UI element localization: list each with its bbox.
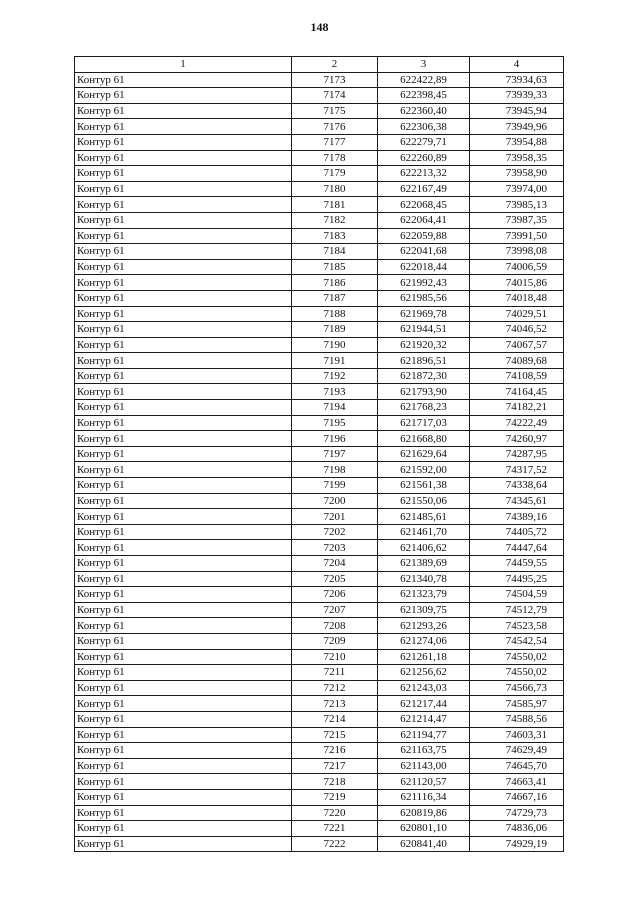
- point-number-cell: 7183: [292, 228, 378, 244]
- y-coordinate-cell: 74018,48: [470, 290, 564, 306]
- contour-name-cell: Контур 61: [75, 337, 292, 353]
- table-row: [75, 415, 564, 431]
- table-row: [75, 197, 564, 213]
- point-number-cell: 7203: [292, 540, 378, 556]
- contour-name-cell: Контур 61: [75, 493, 292, 509]
- contour-name-cell: Контур 61: [75, 805, 292, 821]
- x-coordinate-cell: 621274,06: [378, 633, 470, 649]
- y-coordinate-cell: 73985,13: [470, 197, 564, 213]
- table-row: [75, 290, 564, 306]
- y-coordinate-cell: 74345,61: [470, 493, 564, 509]
- x-coordinate-cell: 622167,49: [378, 181, 470, 197]
- contour-name-cell: Контур 61: [75, 415, 292, 431]
- table-row: [75, 166, 564, 182]
- table-row: [75, 119, 564, 135]
- x-coordinate-cell: 622059,88: [378, 228, 470, 244]
- x-coordinate-cell: 621768,23: [378, 400, 470, 416]
- point-number-cell: 7216: [292, 743, 378, 759]
- table-row: [75, 150, 564, 166]
- contour-name-cell: Контур 61: [75, 306, 292, 322]
- x-coordinate-cell: 620801,10: [378, 821, 470, 837]
- point-number-cell: 7205: [292, 571, 378, 587]
- point-number-cell: 7193: [292, 384, 378, 400]
- contour-name-cell: Контур 61: [75, 758, 292, 774]
- y-coordinate-cell: 74603,31: [470, 727, 564, 743]
- table-row: [75, 774, 564, 790]
- x-coordinate-cell: 622360,40: [378, 103, 470, 119]
- table-row: [75, 711, 564, 727]
- page-number: 148: [310, 20, 329, 34]
- x-coordinate-cell: 622398,45: [378, 88, 470, 104]
- x-coordinate-cell: 621340,78: [378, 571, 470, 587]
- x-coordinate-cell: 621243,03: [378, 680, 470, 696]
- y-coordinate-cell: 74542,54: [470, 633, 564, 649]
- point-number-cell: 7207: [292, 602, 378, 618]
- x-coordinate-cell: 621550,06: [378, 493, 470, 509]
- point-number-cell: 7197: [292, 446, 378, 462]
- y-coordinate-cell: 74067,57: [470, 337, 564, 353]
- contour-name-cell: Контур 61: [75, 72, 292, 88]
- table-row: [75, 680, 564, 696]
- contour-name-cell: Контур 61: [75, 836, 292, 852]
- y-coordinate-cell: 74495,25: [470, 571, 564, 587]
- table-row: [75, 431, 564, 447]
- coordinates-table: [74, 56, 564, 852]
- table-row: [75, 805, 564, 821]
- contour-name-cell: Контур 61: [75, 275, 292, 291]
- point-number-cell: 7219: [292, 789, 378, 805]
- contour-name-cell: Контур 61: [75, 649, 292, 665]
- x-coordinate-cell: 621896,51: [378, 353, 470, 369]
- contour-name-cell: Контур 61: [75, 181, 292, 197]
- table-header-row: [75, 57, 564, 73]
- x-coordinate-cell: 621116,34: [378, 789, 470, 805]
- y-coordinate-cell: 74108,59: [470, 368, 564, 384]
- contour-name-cell: Контур 61: [75, 633, 292, 649]
- point-number-cell: 7199: [292, 478, 378, 494]
- point-number-cell: 7194: [292, 400, 378, 416]
- x-coordinate-cell: 621920,32: [378, 337, 470, 353]
- x-coordinate-cell: 622260,89: [378, 150, 470, 166]
- y-coordinate-cell: 74729,73: [470, 805, 564, 821]
- table-row: [75, 88, 564, 104]
- y-coordinate-cell: 74164,45: [470, 384, 564, 400]
- table-row: [75, 368, 564, 384]
- y-coordinate-cell: 74046,52: [470, 322, 564, 338]
- contour-name-cell: Контур 61: [75, 618, 292, 634]
- point-number-cell: 7202: [292, 524, 378, 540]
- contour-name-cell: Контур 61: [75, 509, 292, 525]
- table-row: [75, 306, 564, 322]
- x-coordinate-cell: 622064,41: [378, 212, 470, 228]
- y-coordinate-cell: 73991,50: [470, 228, 564, 244]
- y-coordinate-cell: 74459,55: [470, 556, 564, 572]
- point-number-cell: 7181: [292, 197, 378, 213]
- point-number-cell: 7177: [292, 134, 378, 150]
- contour-name-cell: Контур 61: [75, 789, 292, 805]
- table-row: [75, 446, 564, 462]
- table-row: [75, 244, 564, 260]
- y-coordinate-cell: 73939,33: [470, 88, 564, 104]
- table-row: [75, 212, 564, 228]
- contour-name-cell: Контур 61: [75, 150, 292, 166]
- x-coordinate-cell: 621143,00: [378, 758, 470, 774]
- point-number-cell: 7218: [292, 774, 378, 790]
- y-coordinate-cell: 74029,51: [470, 306, 564, 322]
- point-number-cell: 7178: [292, 150, 378, 166]
- x-coordinate-cell: 621944,51: [378, 322, 470, 338]
- x-coordinate-cell: 621461,70: [378, 524, 470, 540]
- x-coordinate-cell: 621120,57: [378, 774, 470, 790]
- y-coordinate-cell: 74836,06: [470, 821, 564, 837]
- y-coordinate-cell: 74089,68: [470, 353, 564, 369]
- contour-name-cell: Контур 61: [75, 571, 292, 587]
- point-number-cell: 7185: [292, 259, 378, 275]
- y-coordinate-cell: 74182,21: [470, 400, 564, 416]
- x-coordinate-cell: 621969,78: [378, 306, 470, 322]
- x-coordinate-cell: 621194,77: [378, 727, 470, 743]
- contour-name-cell: Контур 61: [75, 774, 292, 790]
- contour-name-cell: Контур 61: [75, 711, 292, 727]
- contour-name-cell: Контур 61: [75, 353, 292, 369]
- y-coordinate-cell: 73958,90: [470, 166, 564, 182]
- y-coordinate-cell: 73949,96: [470, 119, 564, 135]
- x-coordinate-cell: 621485,61: [378, 509, 470, 525]
- x-coordinate-cell: 622213,32: [378, 166, 470, 182]
- y-coordinate-cell: 74550,02: [470, 665, 564, 681]
- point-number-cell: 7212: [292, 680, 378, 696]
- point-number-cell: 7192: [292, 368, 378, 384]
- point-number-cell: 7187: [292, 290, 378, 306]
- contour-name-cell: Контур 61: [75, 446, 292, 462]
- contour-name-cell: Контур 61: [75, 88, 292, 104]
- y-coordinate-cell: 74585,97: [470, 696, 564, 712]
- table-row: [75, 571, 564, 587]
- x-coordinate-cell: 621214,47: [378, 711, 470, 727]
- contour-name-cell: Контур 61: [75, 259, 292, 275]
- x-coordinate-cell: 622279,71: [378, 134, 470, 150]
- point-number-cell: 7180: [292, 181, 378, 197]
- y-coordinate-cell: 74260,97: [470, 431, 564, 447]
- x-coordinate-cell: 621406,62: [378, 540, 470, 556]
- table-row: [75, 462, 564, 478]
- point-number-cell: 7196: [292, 431, 378, 447]
- contour-name-cell: Контур 61: [75, 166, 292, 182]
- point-number-cell: 7179: [292, 166, 378, 182]
- column-header-1: 1: [75, 57, 292, 73]
- contour-name-cell: Контур 61: [75, 134, 292, 150]
- table-row: [75, 758, 564, 774]
- table-row: [75, 72, 564, 88]
- table-row: [75, 665, 564, 681]
- contour-name-cell: Контур 61: [75, 524, 292, 540]
- table-row: [75, 103, 564, 119]
- y-coordinate-cell: 74389,16: [470, 509, 564, 525]
- contour-name-cell: Контур 61: [75, 103, 292, 119]
- y-coordinate-cell: 74929,19: [470, 836, 564, 852]
- table-row: [75, 633, 564, 649]
- contour-name-cell: Контур 61: [75, 244, 292, 260]
- table-row: [75, 789, 564, 805]
- contour-name-cell: Контур 61: [75, 197, 292, 213]
- table-row: [75, 275, 564, 291]
- table-row: [75, 727, 564, 743]
- point-number-cell: 7195: [292, 415, 378, 431]
- contour-name-cell: Контур 61: [75, 212, 292, 228]
- y-coordinate-cell: 73974,00: [470, 181, 564, 197]
- point-number-cell: 7206: [292, 587, 378, 603]
- x-coordinate-cell: 621985,56: [378, 290, 470, 306]
- y-coordinate-cell: 73934,63: [470, 72, 564, 88]
- point-number-cell: 7201: [292, 509, 378, 525]
- table-row: [75, 821, 564, 837]
- point-number-cell: 7191: [292, 353, 378, 369]
- table-row: [75, 540, 564, 556]
- x-coordinate-cell: 622422,89: [378, 72, 470, 88]
- x-coordinate-cell: 621389,69: [378, 556, 470, 572]
- point-number-cell: 7208: [292, 618, 378, 634]
- y-coordinate-cell: 73945,94: [470, 103, 564, 119]
- contour-name-cell: Контур 61: [75, 478, 292, 494]
- point-number-cell: 7186: [292, 275, 378, 291]
- y-coordinate-cell: 74645,70: [470, 758, 564, 774]
- x-coordinate-cell: 620819,86: [378, 805, 470, 821]
- y-coordinate-cell: 74447,64: [470, 540, 564, 556]
- point-number-cell: 7220: [292, 805, 378, 821]
- table-row: [75, 556, 564, 572]
- contour-name-cell: Контур 61: [75, 556, 292, 572]
- y-coordinate-cell: 74512,79: [470, 602, 564, 618]
- x-coordinate-cell: 622068,45: [378, 197, 470, 213]
- y-coordinate-cell: 74015,86: [470, 275, 564, 291]
- x-coordinate-cell: 621629,64: [378, 446, 470, 462]
- x-coordinate-cell: 622041,68: [378, 244, 470, 260]
- point-number-cell: 7198: [292, 462, 378, 478]
- point-number-cell: 7188: [292, 306, 378, 322]
- column-header-4: 4: [470, 57, 564, 73]
- x-coordinate-cell: 620841,40: [378, 836, 470, 852]
- point-number-cell: 7213: [292, 696, 378, 712]
- x-coordinate-cell: 621592,00: [378, 462, 470, 478]
- column-header-2: 2: [292, 57, 378, 73]
- point-number-cell: 7214: [292, 711, 378, 727]
- y-coordinate-cell: 74338,64: [470, 478, 564, 494]
- y-coordinate-cell: 74663,41: [470, 774, 564, 790]
- point-number-cell: 7173: [292, 72, 378, 88]
- y-coordinate-cell: 74006,59: [470, 259, 564, 275]
- point-number-cell: 7182: [292, 212, 378, 228]
- y-coordinate-cell: 74222,49: [470, 415, 564, 431]
- x-coordinate-cell: 621872,30: [378, 368, 470, 384]
- y-coordinate-cell: 74550,02: [470, 649, 564, 665]
- contour-name-cell: Контур 61: [75, 540, 292, 556]
- contour-name-cell: Контур 61: [75, 228, 292, 244]
- table-row: [75, 134, 564, 150]
- x-coordinate-cell: 621323,79: [378, 587, 470, 603]
- table-row: [75, 228, 564, 244]
- y-coordinate-cell: 74629,49: [470, 743, 564, 759]
- table-row: [75, 181, 564, 197]
- x-coordinate-cell: 621309,75: [378, 602, 470, 618]
- contour-name-cell: Контур 61: [75, 587, 292, 603]
- table-row: [75, 836, 564, 852]
- table-row: [75, 353, 564, 369]
- contour-name-cell: Контур 61: [75, 119, 292, 135]
- point-number-cell: 7215: [292, 727, 378, 743]
- y-coordinate-cell: 74504,59: [470, 587, 564, 603]
- contour-name-cell: Контур 61: [75, 727, 292, 743]
- x-coordinate-cell: 622018,44: [378, 259, 470, 275]
- y-coordinate-cell: 73998,08: [470, 244, 564, 260]
- x-coordinate-cell: 621668,80: [378, 431, 470, 447]
- point-number-cell: 7204: [292, 556, 378, 572]
- coordinates-table-body: [75, 57, 564, 852]
- point-number-cell: 7190: [292, 337, 378, 353]
- point-number-cell: 7221: [292, 821, 378, 837]
- contour-name-cell: Контур 61: [75, 384, 292, 400]
- point-number-cell: 7175: [292, 103, 378, 119]
- y-coordinate-cell: 73987,35: [470, 212, 564, 228]
- contour-name-cell: Контур 61: [75, 462, 292, 478]
- point-number-cell: 7210: [292, 649, 378, 665]
- point-number-cell: 7200: [292, 493, 378, 509]
- x-coordinate-cell: 621561,38: [378, 478, 470, 494]
- table-row: [75, 337, 564, 353]
- table-row: [75, 618, 564, 634]
- table-row: [75, 259, 564, 275]
- point-number-cell: 7222: [292, 836, 378, 852]
- contour-name-cell: Контур 61: [75, 602, 292, 618]
- y-coordinate-cell: 74405,72: [470, 524, 564, 540]
- table-row: [75, 524, 564, 540]
- x-coordinate-cell: 621717,03: [378, 415, 470, 431]
- x-coordinate-cell: 621256,62: [378, 665, 470, 681]
- point-number-cell: 7189: [292, 322, 378, 338]
- point-number-cell: 7176: [292, 119, 378, 135]
- y-coordinate-cell: 73954,88: [470, 134, 564, 150]
- y-coordinate-cell: 74317,52: [470, 462, 564, 478]
- x-coordinate-cell: 621793,90: [378, 384, 470, 400]
- x-coordinate-cell: 622306,38: [378, 119, 470, 135]
- y-coordinate-cell: 74523,58: [470, 618, 564, 634]
- table-row: [75, 400, 564, 416]
- y-coordinate-cell: 74566,73: [470, 680, 564, 696]
- table-row: [75, 587, 564, 603]
- y-coordinate-cell: 73958,35: [470, 150, 564, 166]
- x-coordinate-cell: 621293,26: [378, 618, 470, 634]
- table-row: [75, 696, 564, 712]
- point-number-cell: 7184: [292, 244, 378, 260]
- x-coordinate-cell: 621261,18: [378, 649, 470, 665]
- table-row: [75, 509, 564, 525]
- point-number-cell: 7217: [292, 758, 378, 774]
- x-coordinate-cell: 621163,75: [378, 743, 470, 759]
- contour-name-cell: Контур 61: [75, 400, 292, 416]
- contour-name-cell: Контур 61: [75, 821, 292, 837]
- table-row: [75, 384, 564, 400]
- y-coordinate-cell: 74287,95: [470, 446, 564, 462]
- contour-name-cell: Контур 61: [75, 322, 292, 338]
- contour-name-cell: Контур 61: [75, 680, 292, 696]
- y-coordinate-cell: 74588,56: [470, 711, 564, 727]
- point-number-cell: 7174: [292, 88, 378, 104]
- table-row: [75, 649, 564, 665]
- point-number-cell: 7209: [292, 633, 378, 649]
- column-header-3: 3: [378, 57, 470, 73]
- x-coordinate-cell: 621217,44: [378, 696, 470, 712]
- contour-name-cell: Контур 61: [75, 665, 292, 681]
- contour-name-cell: Контур 61: [75, 743, 292, 759]
- x-coordinate-cell: 621992,43: [378, 275, 470, 291]
- contour-name-cell: Контур 61: [75, 290, 292, 306]
- table-row: [75, 743, 564, 759]
- table-row: [75, 602, 564, 618]
- point-number-cell: 7211: [292, 665, 378, 681]
- table-row: [75, 493, 564, 509]
- y-coordinate-cell: 74667,16: [470, 789, 564, 805]
- contour-name-cell: Контур 61: [75, 696, 292, 712]
- table-row: [75, 322, 564, 338]
- contour-name-cell: Контур 61: [75, 431, 292, 447]
- table-row: [75, 478, 564, 494]
- contour-name-cell: Контур 61: [75, 368, 292, 384]
